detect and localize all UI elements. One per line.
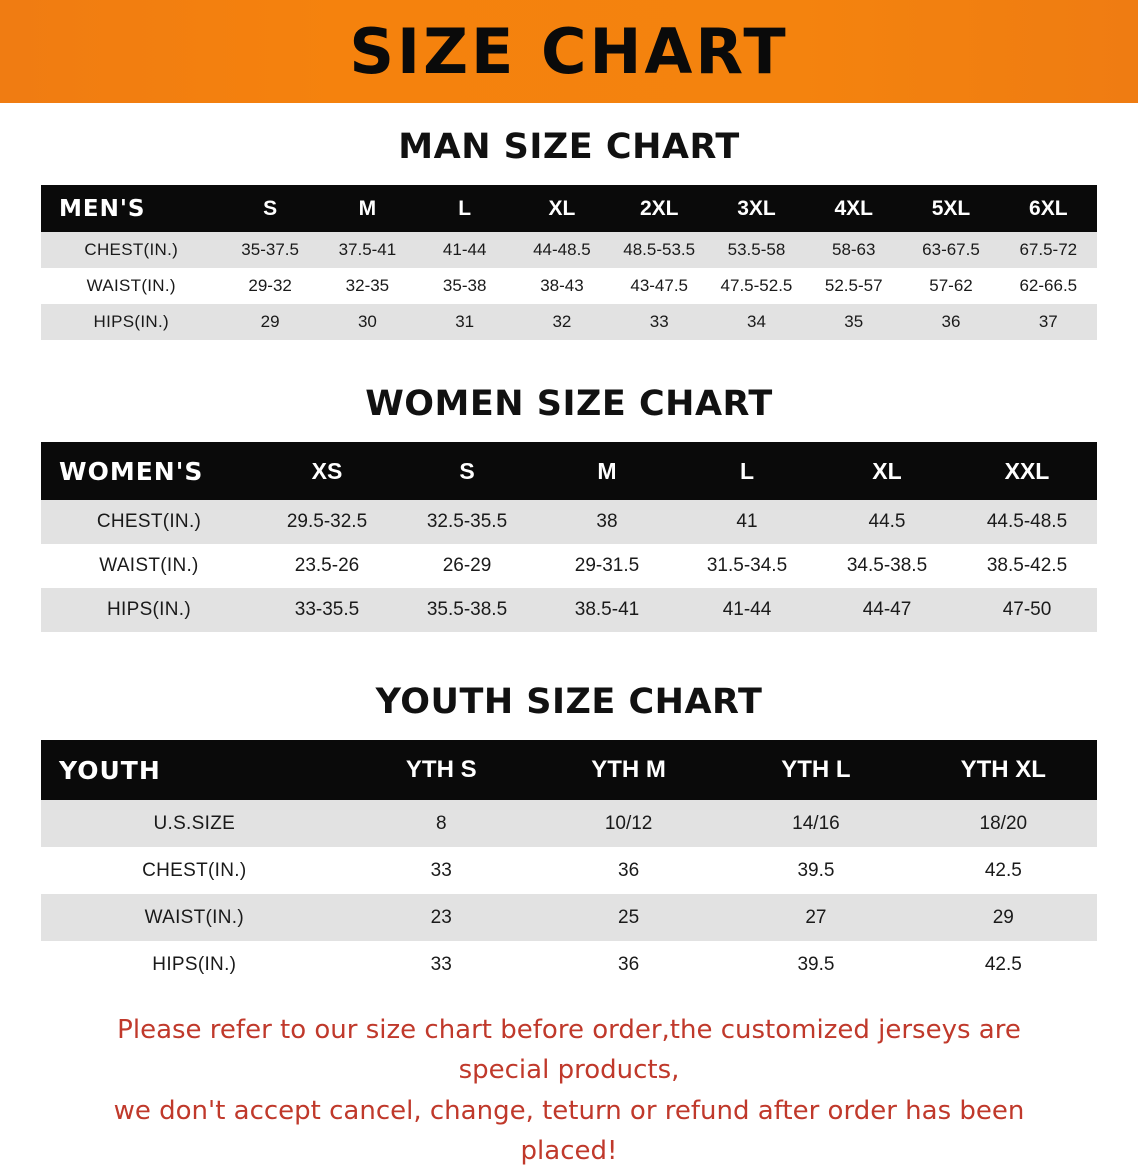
men-header-l: L xyxy=(416,185,513,232)
men-table-header-row xyxy=(41,185,1097,232)
table-row xyxy=(41,847,1097,894)
youth-row-hips-label: HIPS(IN.) xyxy=(41,941,348,988)
youth-header-l: YTH L xyxy=(722,740,909,800)
women-hips-xl: 44-47 xyxy=(817,588,957,632)
women-waist-m: 29-31.5 xyxy=(537,544,677,588)
men-chest-2xl: 48.5-53.5 xyxy=(611,232,708,268)
women-chest-m: 38 xyxy=(537,500,677,544)
youth-ussize-s: 8 xyxy=(348,800,535,847)
table-row xyxy=(41,500,1097,544)
youth-ussize-xl: 18/20 xyxy=(910,800,1097,847)
youth-chest-l: 39.5 xyxy=(722,847,909,894)
men-hips-l: 31 xyxy=(416,304,513,340)
women-header-l: L xyxy=(677,442,817,500)
men-header-6xl: 6XL xyxy=(1000,185,1097,232)
table-row xyxy=(41,304,1097,340)
order-policy-note-line1: Please refer to our size chart before order,the customized jerseys are special products, xyxy=(117,1015,1021,1086)
men-waist-3xl: 47.5-52.5 xyxy=(708,268,805,304)
table-row xyxy=(41,941,1097,988)
women-chest-xl: 44.5 xyxy=(817,500,957,544)
men-chest-3xl: 53.5-58 xyxy=(708,232,805,268)
table-row xyxy=(41,268,1097,304)
women-chest-l: 41 xyxy=(677,500,817,544)
men-hips-5xl: 36 xyxy=(902,304,999,340)
youth-hips-l: 39.5 xyxy=(722,941,909,988)
men-size-table xyxy=(41,185,1097,340)
women-row-chest-label: CHEST(IN.) xyxy=(41,500,257,544)
men-chest-4xl: 58-63 xyxy=(805,232,902,268)
youth-header-s: YTH S xyxy=(348,740,535,800)
women-header-m: M xyxy=(537,442,677,500)
women-waist-xxl: 38.5-42.5 xyxy=(957,544,1097,588)
women-hips-l: 41-44 xyxy=(677,588,817,632)
women-hips-xs: 33-35.5 xyxy=(257,588,397,632)
order-policy-note-line2: we don't accept cancel, change, teturn or refund after order has been placed! xyxy=(113,1095,1025,1166)
women-header-xs: XS xyxy=(257,442,397,500)
women-row-hips-label: HIPS(IN.) xyxy=(41,588,257,632)
youth-row-ussize-label: U.S.SIZE xyxy=(41,800,348,847)
men-row-hips-label: HIPS(IN.) xyxy=(41,304,222,340)
youth-row-waist-label: WAIST(IN.) xyxy=(41,894,348,941)
men-row-waist-label: WAIST(IN.) xyxy=(41,268,222,304)
youth-hips-xl: 42.5 xyxy=(910,941,1097,988)
men-chest-6xl: 67.5-72 xyxy=(1000,232,1097,268)
women-waist-s: 26-29 xyxy=(397,544,537,588)
men-header-2xl: 2XL xyxy=(611,185,708,232)
youth-header-m: YTH M xyxy=(535,740,722,800)
women-hips-m: 38.5-41 xyxy=(537,588,677,632)
youth-header-xl: YTH XL xyxy=(910,740,1097,800)
men-header-5xl: 5XL xyxy=(902,185,999,232)
women-header-xl: XL xyxy=(817,442,957,500)
youth-header-label: YOUTH xyxy=(41,740,348,800)
youth-chest-xl: 42.5 xyxy=(910,847,1097,894)
women-header-label: WOMEN'S xyxy=(41,442,257,500)
men-waist-m: 32-35 xyxy=(319,268,416,304)
man-table-wrap xyxy=(41,185,1097,340)
youth-chest-m: 36 xyxy=(535,847,722,894)
men-row-chest-label: CHEST(IN.) xyxy=(41,232,222,268)
women-waist-l: 31.5-34.5 xyxy=(677,544,817,588)
men-header-3xl: 3XL xyxy=(708,185,805,232)
men-waist-6xl: 62-66.5 xyxy=(1000,268,1097,304)
order-policy-note xyxy=(69,1010,1069,1171)
youth-size-table xyxy=(41,740,1097,988)
men-header-label: MEN'S xyxy=(41,185,222,232)
youth-ussize-m: 10/12 xyxy=(535,800,722,847)
women-table-header-row xyxy=(41,442,1097,500)
men-waist-5xl: 57-62 xyxy=(902,268,999,304)
women-hips-xxl: 47-50 xyxy=(957,588,1097,632)
men-waist-2xl: 43-47.5 xyxy=(611,268,708,304)
men-hips-6xl: 37 xyxy=(1000,304,1097,340)
table-row xyxy=(41,800,1097,847)
youth-table-wrap xyxy=(41,740,1097,988)
table-row xyxy=(41,232,1097,268)
women-hips-s: 35.5-38.5 xyxy=(397,588,537,632)
man-section-heading: MAN SIZE CHART xyxy=(398,127,740,167)
women-waist-xl: 34.5-38.5 xyxy=(817,544,957,588)
youth-waist-l: 27 xyxy=(722,894,909,941)
table-row xyxy=(41,894,1097,941)
women-table-wrap xyxy=(41,442,1097,632)
youth-row-chest-label: CHEST(IN.) xyxy=(41,847,348,894)
men-waist-4xl: 52.5-57 xyxy=(805,268,902,304)
women-chest-xxl: 44.5-48.5 xyxy=(957,500,1097,544)
women-row-waist-label: WAIST(IN.) xyxy=(41,544,257,588)
men-hips-xl: 32 xyxy=(513,304,610,340)
men-hips-2xl: 33 xyxy=(611,304,708,340)
table-row xyxy=(41,588,1097,632)
youth-hips-m: 36 xyxy=(535,941,722,988)
men-waist-xl: 38-43 xyxy=(513,268,610,304)
women-chest-xs: 29.5-32.5 xyxy=(257,500,397,544)
men-hips-3xl: 34 xyxy=(708,304,805,340)
men-chest-s: 35-37.5 xyxy=(222,232,319,268)
men-chest-m: 37.5-41 xyxy=(319,232,416,268)
men-waist-s: 29-32 xyxy=(222,268,319,304)
youth-waist-xl: 29 xyxy=(910,894,1097,941)
men-chest-xl: 44-48.5 xyxy=(513,232,610,268)
women-chest-s: 32.5-35.5 xyxy=(397,500,537,544)
women-section-heading: WOMEN SIZE CHART xyxy=(365,384,773,424)
men-hips-m: 30 xyxy=(319,304,416,340)
youth-table-header-row xyxy=(41,740,1097,800)
men-chest-l: 41-44 xyxy=(416,232,513,268)
page-banner xyxy=(0,0,1138,103)
men-waist-l: 35-38 xyxy=(416,268,513,304)
youth-waist-s: 23 xyxy=(348,894,535,941)
youth-waist-m: 25 xyxy=(535,894,722,941)
men-header-4xl: 4XL xyxy=(805,185,902,232)
men-header-xl: XL xyxy=(513,185,610,232)
men-header-s: S xyxy=(222,185,319,232)
youth-ussize-l: 14/16 xyxy=(722,800,909,847)
women-header-s: S xyxy=(397,442,537,500)
table-row xyxy=(41,544,1097,588)
men-chest-5xl: 63-67.5 xyxy=(902,232,999,268)
youth-hips-s: 33 xyxy=(348,941,535,988)
youth-chest-s: 33 xyxy=(348,847,535,894)
men-hips-4xl: 35 xyxy=(805,304,902,340)
men-hips-s: 29 xyxy=(222,304,319,340)
women-size-table xyxy=(41,442,1097,632)
women-waist-xs: 23.5-26 xyxy=(257,544,397,588)
page-title: SIZE CHART xyxy=(349,14,789,88)
women-header-xxl: XXL xyxy=(957,442,1097,500)
men-header-m: M xyxy=(319,185,416,232)
youth-section-heading: YOUTH SIZE CHART xyxy=(375,682,763,722)
